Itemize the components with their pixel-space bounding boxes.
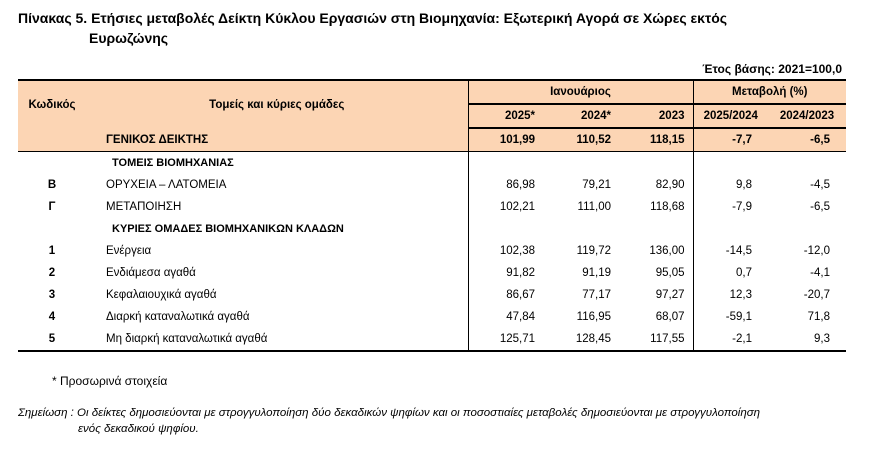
row-name: Διαρκή καταναλωτικά αγαθά xyxy=(106,311,250,323)
row-name: Κεφαλαιουχικά αγαθά xyxy=(106,289,217,301)
cell-value: 116,95 xyxy=(576,311,611,323)
row-code: 5 xyxy=(18,328,86,351)
cell-change: 12,3 xyxy=(693,284,768,306)
table-row xyxy=(18,284,846,306)
cell-change: -7,7 xyxy=(693,128,768,152)
cell-change: -7,9 xyxy=(693,196,768,218)
row-code: B xyxy=(47,179,57,191)
cell-value: 111,00 xyxy=(577,201,611,213)
section-title: ΚΥΡΙΕΣ ΟΜΑΔΕΣ ΒΙΟΜΗΧΑΝΙΚΩΝ ΚΛΑΔΩΝ xyxy=(112,223,344,235)
row-code: 4 xyxy=(48,311,56,323)
cell-change: -59,1 xyxy=(693,306,768,328)
cell-value: 95,05 xyxy=(655,267,685,279)
row-name: ΜΕΤΑΠΟΙΗΣΗ xyxy=(106,201,182,213)
cell-value: 68,07 xyxy=(655,311,685,323)
cell-value: 47,84 xyxy=(468,306,543,328)
table-row xyxy=(18,306,846,328)
row-code: 2 xyxy=(48,267,56,279)
table-row xyxy=(18,240,846,262)
cell-value: 79,21 xyxy=(582,179,611,191)
cell-value: 118,15 xyxy=(619,128,693,152)
cell-change: -4,1 xyxy=(810,267,830,279)
note-line-2: ενός δεκαδικού ψηφίου. xyxy=(78,423,199,435)
cell-value: 118,68 xyxy=(650,201,685,213)
row-name: Ενδιάμεσα αγαθά xyxy=(106,267,196,279)
cell-change: 71,8 xyxy=(807,311,830,323)
header-year-2023: 2023 xyxy=(619,104,693,128)
cell-change: -6,5 xyxy=(810,201,830,213)
cell-value: 101,99 xyxy=(468,128,543,152)
table-row xyxy=(18,174,846,196)
title-line-2: Ευρωζώνης xyxy=(89,30,169,46)
footnote-provisional: * Προσωρινά στοιχεία xyxy=(52,374,168,388)
cell-value: 102,38 xyxy=(468,240,543,262)
cell-change: -6,5 xyxy=(768,128,846,152)
header-year-2024: 2024* xyxy=(543,104,619,128)
section-title: ΤΟΜΕΙΣ ΒΙΟΜΗΧΑΝΙΑΣ xyxy=(112,157,234,169)
cell-value: 110,52 xyxy=(543,128,619,152)
cell-value: 91,82 xyxy=(468,262,543,284)
header-code: Κωδικός xyxy=(18,80,86,128)
table-title xyxy=(18,8,868,48)
row-name: Ενέργεια xyxy=(106,245,152,257)
cell-value: 97,27 xyxy=(655,289,685,301)
row-name: ΓΕΝΙΚΟΣ ΔΕΙΚΤΗΣ xyxy=(86,128,468,152)
row-name: Μη διαρκή καταναλωτικά αγαθά xyxy=(86,328,468,351)
title-line-1: Πίνακας 5. Ετήσιες μεταβολές Δείκτη Κύκλου Εργασιών στη Βιομηχανία: Εξωτερική Αγορά σε Χώρες εκτός xyxy=(18,10,728,26)
note-line-1: Σημείωση : Οι δείκτες δημοσιεύονται με στρογγυλοποίηση δύο δεκαδικών ψηφίων και οι ποσοστιαίες μεταβολές δημοσιεύονται με στρογγυλοποίηση xyxy=(18,407,761,419)
base-year: Έτος βάσης: 2021=100,0 xyxy=(702,62,842,76)
cell-change: -14,5 xyxy=(693,240,768,262)
cell-value: 82,90 xyxy=(655,179,685,191)
cell-value: 86,98 xyxy=(468,174,543,196)
cell-value: 128,45 xyxy=(543,328,619,351)
table-row xyxy=(18,196,846,218)
cell-change: 9,8 xyxy=(693,174,768,196)
cell-change: 0,7 xyxy=(693,262,768,284)
cell-value: 91,19 xyxy=(582,267,611,279)
header-month: Ιανουάριος xyxy=(468,80,693,104)
header-change-2025-2024: 2025/2024 xyxy=(693,104,768,128)
cell-change: -4,5 xyxy=(810,179,830,191)
row-code: 3 xyxy=(48,289,56,301)
cell-value: 77,17 xyxy=(582,289,611,301)
cell-value: 136,00 xyxy=(649,245,685,257)
header-year-2025: 2025* xyxy=(468,104,543,128)
cell-value: 102,21 xyxy=(468,196,543,218)
header-change: Μεταβολή (%) xyxy=(693,80,846,104)
table-row-total xyxy=(18,128,846,152)
cell-change: 9,3 xyxy=(768,328,846,351)
cell-value: 119,72 xyxy=(576,245,611,257)
row-code: Γ xyxy=(48,201,56,213)
cell-value: 125,71 xyxy=(468,328,543,351)
header-change-2024-2023: 2024/2023 xyxy=(768,104,846,128)
cell-change: -20,7 xyxy=(803,289,830,301)
cell-value: 117,55 xyxy=(619,328,693,351)
rounding-note xyxy=(18,405,878,437)
data-table xyxy=(18,79,846,352)
table-row xyxy=(18,262,846,284)
header-sector: Τομείς και κύριες ομάδες xyxy=(86,80,468,128)
row-code: 1 xyxy=(48,245,56,257)
table-row xyxy=(18,328,846,351)
section-row xyxy=(18,218,846,240)
section-row xyxy=(18,152,846,175)
cell-change: -12,0 xyxy=(803,245,830,257)
cell-change: -2,1 xyxy=(693,328,768,351)
row-name: ΟΡΥΧΕΙΑ – ΛΑΤΟΜΕΙΑ xyxy=(106,179,227,191)
cell-value: 86,67 xyxy=(468,284,543,306)
